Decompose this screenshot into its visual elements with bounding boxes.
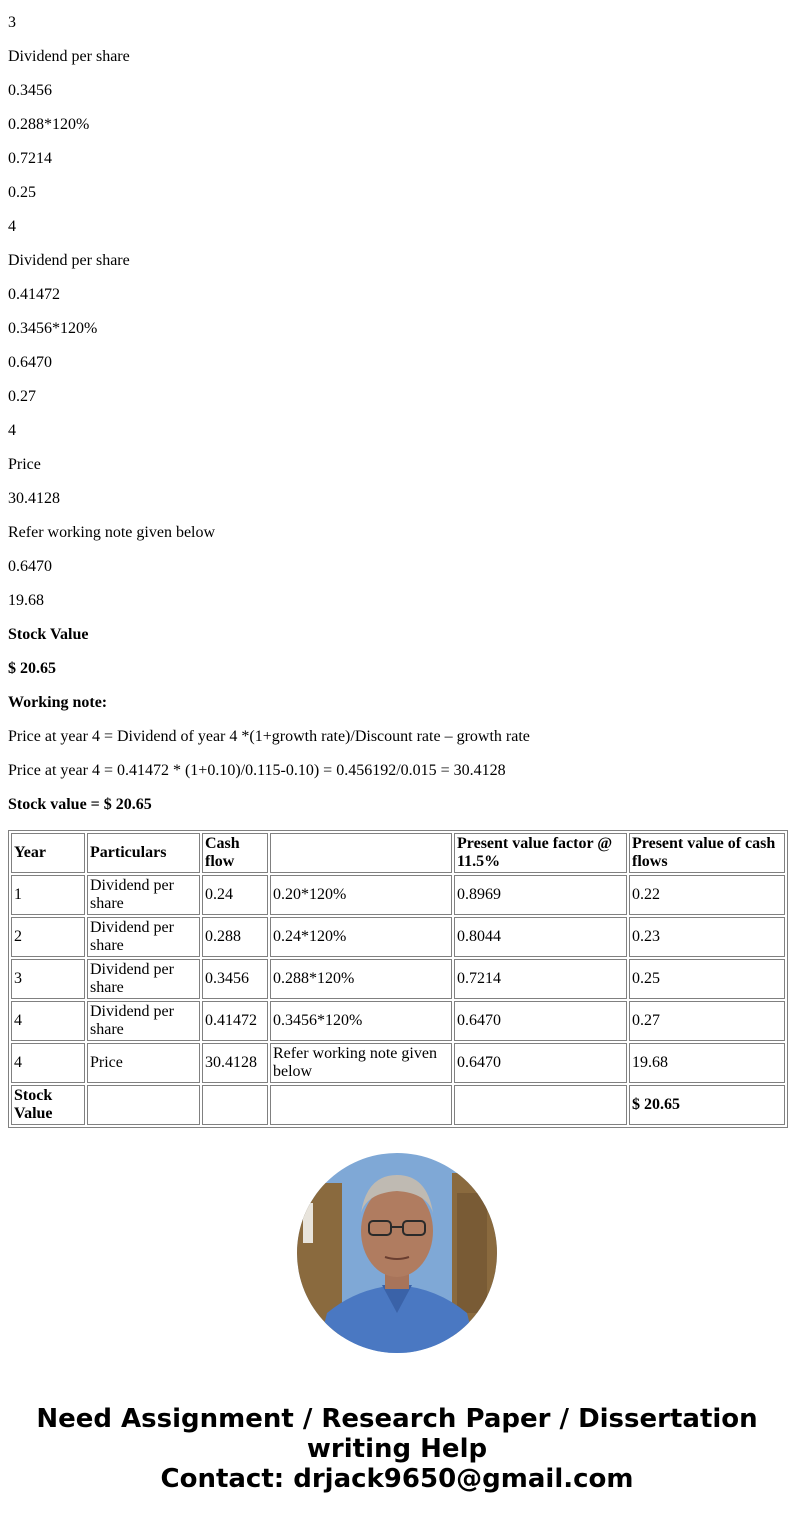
text-line: 0.3456*120% [8, 320, 98, 337]
table-row [11, 875, 785, 915]
header-pv-factor: Present value factor @ 11.5% [454, 833, 627, 873]
table-cell: 0.20*120% [270, 875, 452, 915]
footer-line-1: Need Assignment / Research Paper / Dissertation [36, 1404, 758, 1434]
text-line: 0.25 [8, 184, 36, 201]
text-line: Dividend per share [8, 252, 130, 269]
text-line: Refer working note given below [8, 524, 216, 541]
table-row [11, 1043, 785, 1083]
table-cell: 0.288 [202, 917, 268, 957]
table-cell: 3 [11, 959, 85, 999]
text-line: 4 [8, 422, 16, 439]
text-line: 4 [8, 218, 16, 235]
text-line: Working note: [8, 694, 108, 711]
table-cell: 4 [11, 1043, 85, 1083]
header-particulars: Particulars [87, 833, 200, 873]
table-cell: 1 [11, 875, 85, 915]
table-cell: 19.68 [629, 1043, 785, 1083]
text-line: 0.27 [8, 388, 36, 405]
table-cell: 0.22 [629, 875, 785, 915]
table-cell: 0.23 [629, 917, 785, 957]
table-cell: 0.288*120% [270, 959, 452, 999]
text-line: 0.6470 [8, 354, 52, 371]
text-line: Price at year 4 = Dividend of year 4 *(1+growth rate)/Discount rate – growth rate [8, 728, 530, 745]
table-cell: Price [87, 1043, 200, 1083]
table-total-row [11, 1085, 785, 1125]
table-cell: 0.8969 [454, 875, 627, 915]
table-cell: Dividend per share [87, 959, 200, 999]
footer-banner [0, 1404, 794, 1494]
text-line: 0.3456 [8, 82, 52, 99]
footer-contact: Contact: drjack9650@gmail.com [160, 1464, 634, 1494]
total-cell [87, 1085, 200, 1125]
text-line: Stock Value [8, 626, 89, 643]
table-cell: 0.25 [629, 959, 785, 999]
header-pv-cash-flows: Present value of cash flows [629, 833, 785, 873]
table-header-row [11, 833, 785, 873]
text-line: Price at year 4 = 0.41472 * (1+0.10)/0.115-0.10) = 0.456192/0.015 = 30.4128 [8, 762, 506, 779]
text-line: 0.288*120% [8, 116, 90, 133]
document-body [8, 14, 786, 1128]
total-cell [454, 1085, 627, 1125]
text-line: 30.4128 [8, 490, 60, 507]
table-cell: 0.7214 [454, 959, 627, 999]
header-blank [270, 833, 452, 873]
total-cell [202, 1085, 268, 1125]
table-cell: Dividend per share [87, 875, 200, 915]
text-line: 0.6470 [8, 558, 52, 575]
table-cell: 30.4128 [202, 1043, 268, 1083]
text-line: 0.41472 [8, 286, 60, 303]
table-cell: Refer working note given below [270, 1043, 452, 1083]
table-cell: 0.3456*120% [270, 1001, 452, 1041]
table-cell: 0.6470 [454, 1043, 627, 1083]
header-cash-flow: Cash flow [202, 833, 268, 873]
table-cell: 0.27 [629, 1001, 785, 1041]
text-line: 19.68 [8, 592, 44, 609]
table-cell: 0.3456 [202, 959, 268, 999]
text-line: Stock value = $ 20.65 [8, 796, 152, 813]
table-cell: 4 [11, 1001, 85, 1041]
table-row [11, 917, 785, 957]
table-row [11, 959, 785, 999]
text-lines [8, 14, 786, 814]
text-line: Price [8, 456, 41, 473]
total-cell: $ 20.65 [629, 1085, 785, 1125]
table-cell: Dividend per share [87, 1001, 200, 1041]
table-cell: 0.8044 [454, 917, 627, 957]
valuation-table [8, 830, 788, 1128]
text-line: 0.7214 [8, 150, 52, 167]
table-cell: 0.6470 [454, 1001, 627, 1041]
author-photo-svg [297, 1153, 497, 1353]
text-line: 3 [8, 14, 16, 31]
table-row [11, 1001, 785, 1041]
table-cell: 0.24 [202, 875, 268, 915]
total-cell: Stock Value [11, 1085, 85, 1125]
table-cell: 2 [11, 917, 85, 957]
table-cell: Dividend per share [87, 917, 200, 957]
table-cell: 0.24*120% [270, 917, 452, 957]
table-cell: 0.41472 [202, 1001, 268, 1041]
header-year: Year [11, 833, 85, 873]
text-line: Dividend per share [8, 48, 130, 65]
total-cell [270, 1085, 452, 1125]
author-photo-icon [297, 1153, 497, 1353]
footer-line-2: writing Help [306, 1434, 488, 1464]
text-line: $ 20.65 [8, 660, 56, 677]
